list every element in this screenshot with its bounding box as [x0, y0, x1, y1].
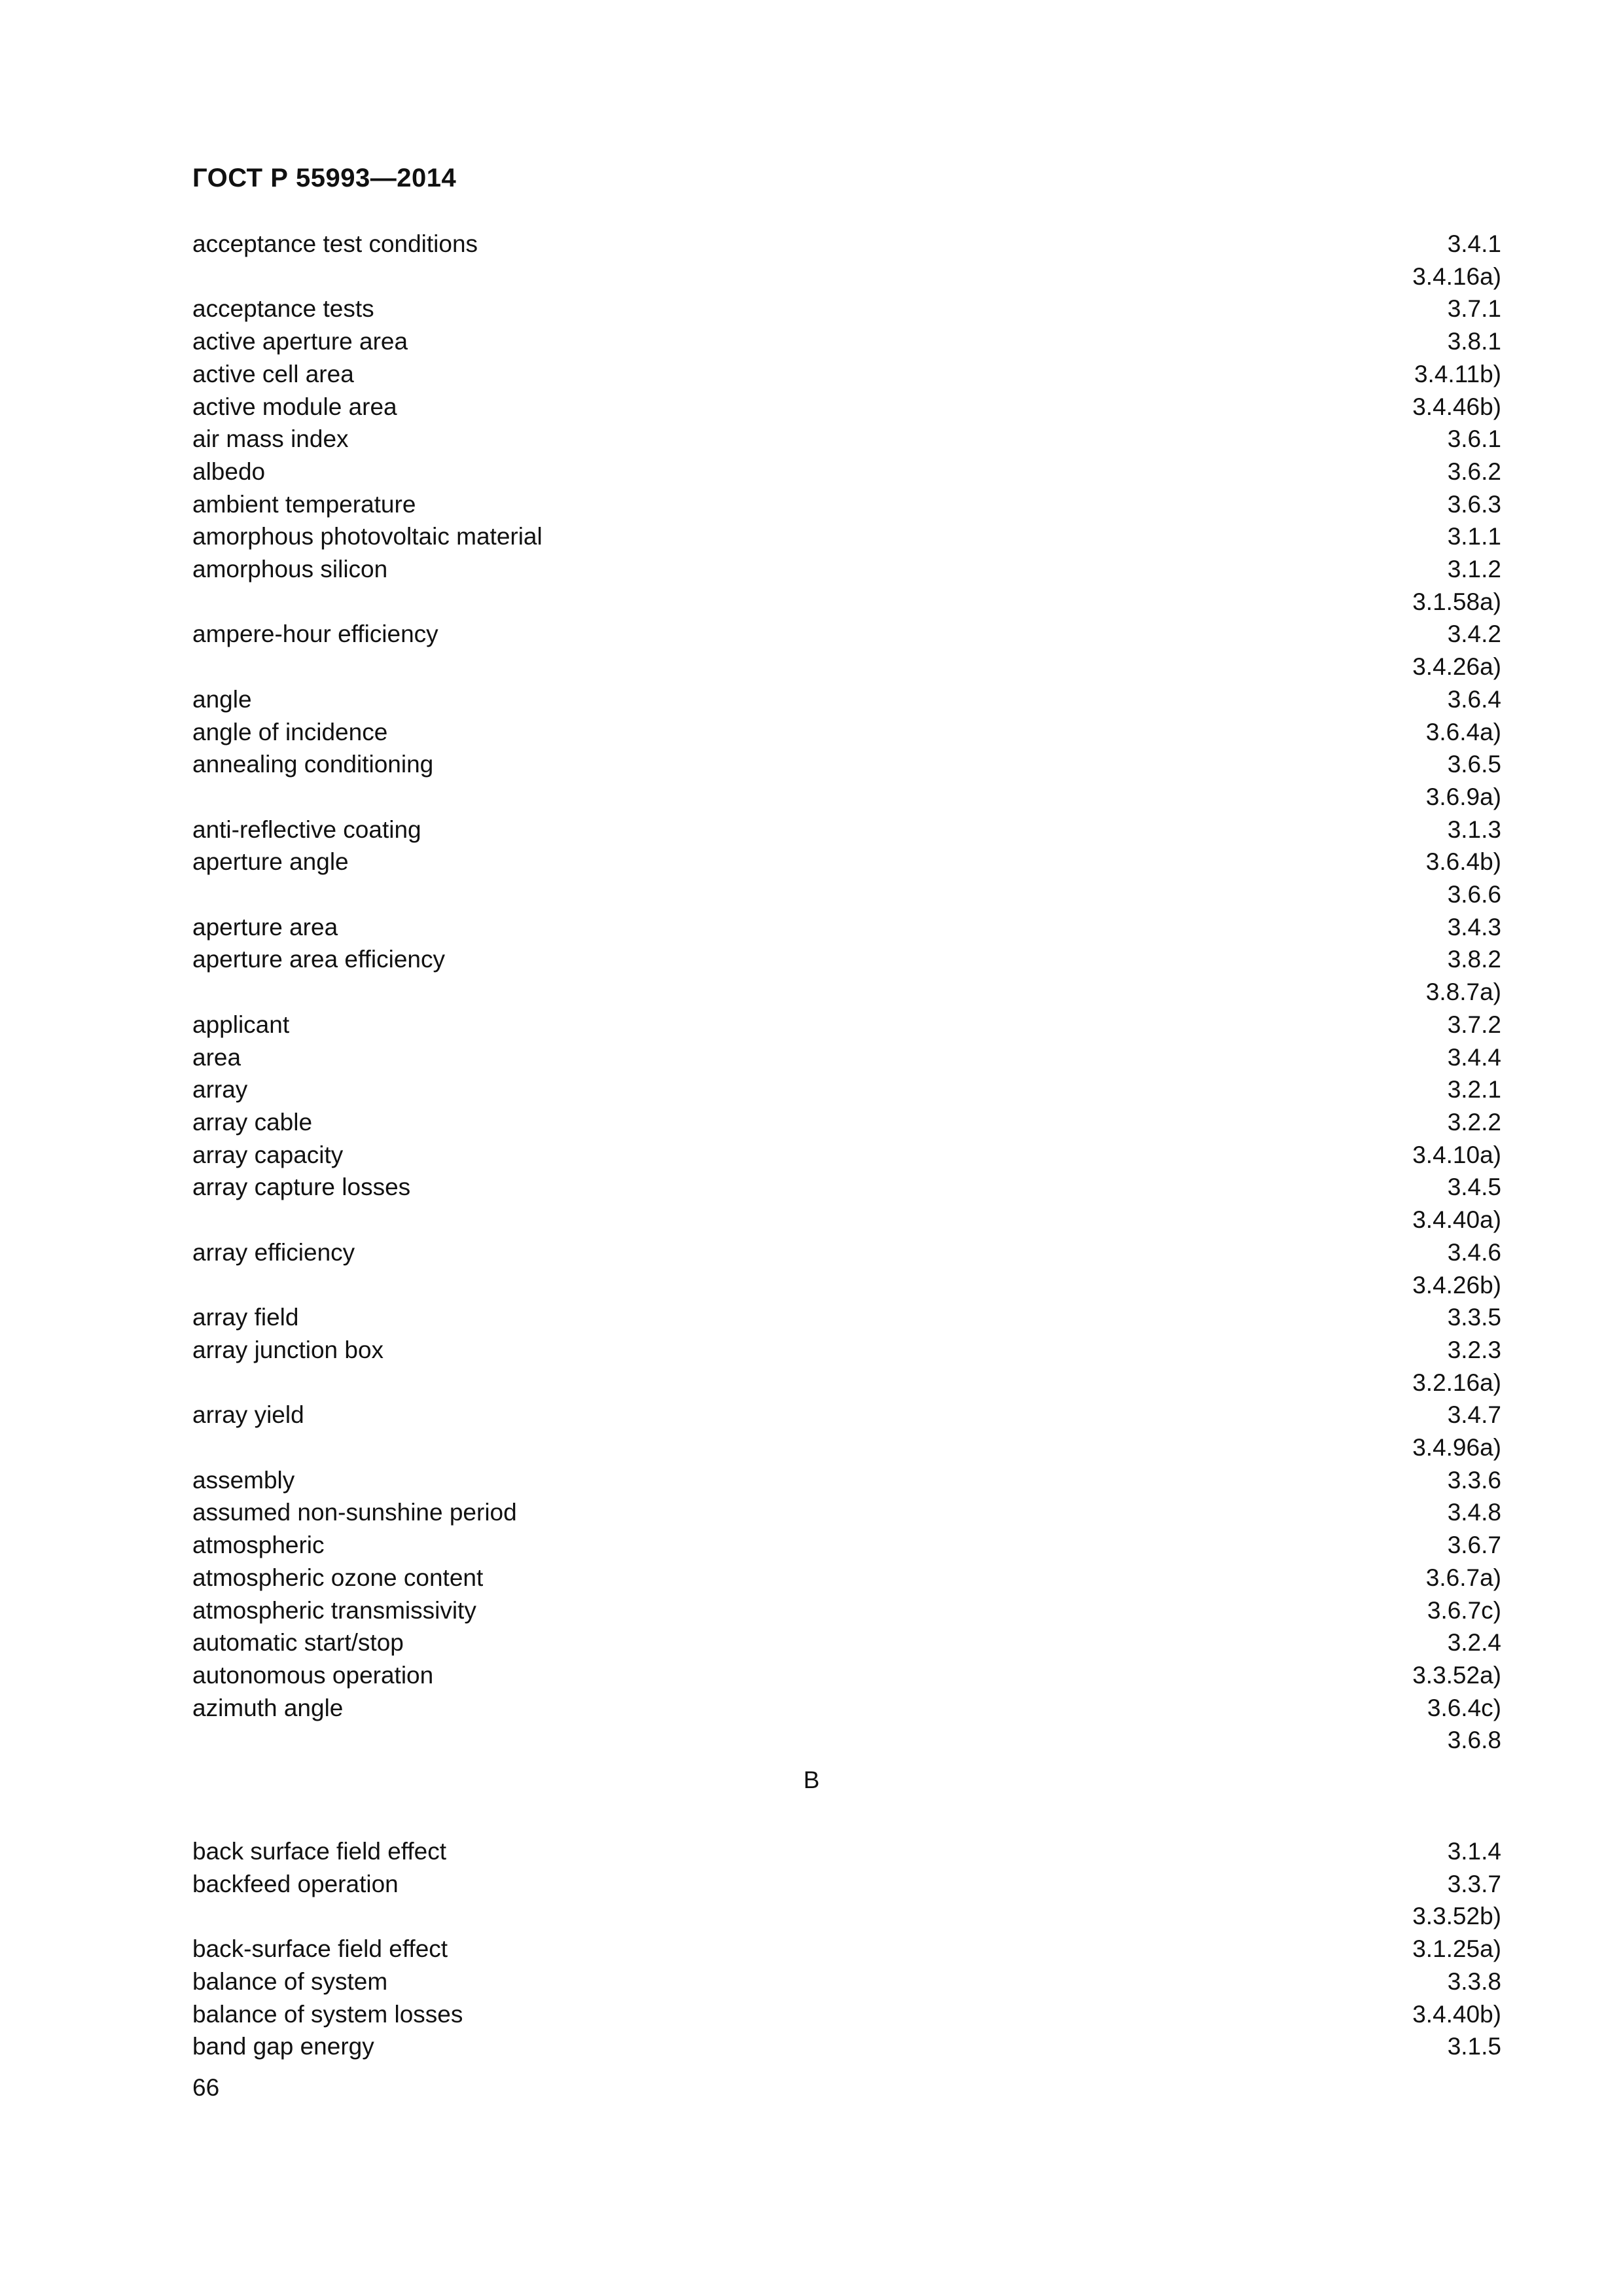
index-term: array cable	[192, 1108, 313, 1136]
index-entry	[192, 1009, 1501, 1041]
index-term: array efficiency	[192, 1238, 355, 1266]
index-refs	[1448, 1106, 1501, 1139]
index-ref: 3.4.26b)	[1412, 1271, 1501, 1299]
index-term: acceptance test conditions	[192, 230, 478, 257]
index-ref: 3.4.16a)	[1412, 262, 1501, 290]
index-ref: 3.3.6	[1447, 1466, 1501, 1494]
index-refs	[1448, 1965, 1501, 1998]
index-entry	[192, 325, 1501, 358]
index-ref: 3.6.1	[1447, 425, 1501, 453]
index-entry	[192, 520, 1501, 553]
index-entry	[192, 683, 1501, 716]
index-ref: 3.3.52b)	[1412, 1903, 1501, 1930]
index-entry	[192, 1562, 1501, 1594]
index-ref: 3.6.4c)	[1427, 1694, 1501, 1721]
index-refs	[1448, 814, 1501, 846]
index-entry	[192, 293, 1501, 325]
index-refs	[1448, 423, 1501, 456]
index-term: array yield	[192, 1401, 304, 1429]
index-ref: 3.4.1	[1447, 230, 1501, 257]
index-entry	[192, 846, 1501, 910]
index-refs	[1412, 618, 1501, 683]
index-ref: 3.3.7	[1447, 1870, 1501, 1897]
index-ref: 3.4.8	[1447, 1499, 1501, 1526]
index-ref: 3.4.10a)	[1412, 1141, 1501, 1168]
index-entry	[192, 1496, 1501, 1529]
index-refs	[1448, 1041, 1501, 1074]
index-entry	[192, 488, 1501, 521]
index-refs	[1412, 228, 1501, 293]
index-ref: 3.4.4	[1447, 1043, 1501, 1071]
index-refs	[1448, 1009, 1501, 1041]
index-refs	[1448, 293, 1501, 325]
index-ref: 3.3.52a)	[1412, 1661, 1501, 1689]
index-entry	[192, 1106, 1501, 1139]
index-term: autonomous operation	[192, 1661, 434, 1689]
index-term: aperture area	[192, 913, 338, 941]
index-term: ambient temperature	[192, 490, 416, 518]
index-refs	[1448, 1464, 1501, 1497]
index-term: acceptance tests	[192, 295, 374, 323]
index-ref: 3.6.4b)	[1425, 848, 1501, 876]
index-entry	[192, 423, 1501, 456]
index-ref: 3.1.4	[1447, 1838, 1501, 1865]
index-ref: 3.4.6	[1447, 1238, 1501, 1266]
index-term: annealing conditioning	[192, 751, 434, 778]
index-entry	[192, 1965, 1501, 1998]
index-refs	[1448, 325, 1501, 358]
index-ref: 3.6.6	[1447, 881, 1501, 908]
index-entry	[192, 1399, 1501, 1463]
index-ref: 3.7.2	[1447, 1011, 1501, 1038]
index-term: back surface field effect	[192, 1838, 447, 1865]
index-term: atmospheric ozone content	[192, 1564, 484, 1591]
index-entry	[192, 716, 1501, 749]
index-refs	[1448, 1529, 1501, 1562]
index-entry	[192, 1171, 1501, 1236]
index-term: array capture losses	[192, 1174, 411, 1201]
index-term: atmospheric	[192, 1532, 325, 1559]
index-entry	[192, 1626, 1501, 1659]
index-term: balance of system losses	[192, 2000, 463, 2028]
index-entry	[192, 358, 1501, 391]
index-ref: 3.2.2	[1447, 1108, 1501, 1136]
index-refs	[1448, 456, 1501, 488]
index-entry	[192, 1073, 1501, 1106]
index-refs	[1412, 1334, 1501, 1399]
index-term: applicant	[192, 1011, 290, 1038]
index-ref: 3.8.2	[1447, 946, 1501, 973]
index-ref: 3.8.7a)	[1425, 978, 1501, 1006]
index-term: automatic start/stop	[192, 1629, 404, 1657]
index-ref: 3.4.26a)	[1412, 653, 1501, 681]
index-refs	[1412, 1171, 1501, 1236]
index-ref: 3.1.58a)	[1412, 588, 1501, 615]
index-entry	[192, 1998, 1501, 2031]
index-refs	[1412, 1399, 1501, 1463]
index-refs	[1426, 846, 1501, 910]
index-section-a	[192, 228, 1501, 1757]
index-refs	[1412, 1659, 1501, 1692]
index-refs	[1448, 683, 1501, 716]
index-term: array	[192, 1076, 248, 1103]
index-term: anti-reflective coating	[192, 816, 421, 843]
index-ref: 3.1.5	[1447, 2033, 1501, 2060]
index-section-b	[192, 1835, 1501, 2063]
index-ref: 3.2.1	[1447, 1076, 1501, 1103]
index-entry	[192, 553, 1501, 618]
index-refs	[1448, 1835, 1501, 1868]
index-entry	[192, 456, 1501, 488]
index-term: backfeed operation	[192, 1870, 399, 1897]
index-term: back-surface field effect	[192, 1935, 448, 1963]
index-term: array capacity	[192, 1141, 344, 1168]
section-letter-b: B	[803, 1767, 820, 1793]
index-term: assumed non-sunshine period	[192, 1499, 517, 1526]
index-refs	[1426, 748, 1501, 813]
index-refs	[1426, 1562, 1501, 1594]
index-term: azimuth angle	[192, 1694, 344, 1721]
index-ref: 3.6.4a)	[1425, 718, 1501, 745]
index-refs	[1412, 1998, 1501, 2031]
index-entry	[192, 391, 1501, 423]
index-ref: 3.6.5	[1447, 751, 1501, 778]
index-ref: 3.4.7	[1447, 1401, 1501, 1429]
index-term: balance of system	[192, 1967, 388, 1995]
index-entry	[192, 1933, 1501, 1965]
index-entry	[192, 814, 1501, 846]
index-entry	[192, 1334, 1501, 1399]
index-ref: 3.1.3	[1447, 816, 1501, 843]
index-entry	[192, 1529, 1501, 1562]
index-term: active aperture area	[192, 328, 408, 355]
index-refs	[1448, 488, 1501, 521]
index-refs	[1448, 1301, 1501, 1334]
index-ref: 3.1.25a)	[1412, 1935, 1501, 1963]
index-term: ampere-hour efficiency	[192, 620, 438, 648]
index-entry	[192, 1692, 1501, 1757]
index-term: angle	[192, 685, 252, 713]
index-term: amorphous silicon	[192, 556, 388, 583]
index-ref: 3.1.1	[1447, 523, 1501, 550]
index-ref: 3.2.3	[1447, 1336, 1501, 1363]
index-ref: 3.4.40b)	[1412, 2000, 1501, 2028]
index-ref: 3.2.16a)	[1412, 1369, 1501, 1396]
index-ref: 3.6.7	[1447, 1532, 1501, 1559]
document-header: ГОСТ Р 55993—2014	[192, 164, 457, 192]
index-entry	[192, 1301, 1501, 1334]
index-ref: 3.6.2	[1447, 457, 1501, 485]
index-term: array junction box	[192, 1336, 384, 1363]
index-term: assembly	[192, 1466, 295, 1494]
index-entry	[192, 228, 1501, 293]
index-ref: 3.6.9a)	[1425, 783, 1501, 810]
index-entry	[192, 1139, 1501, 1172]
index-ref: 3.4.11b)	[1414, 360, 1501, 387]
index-entry	[192, 1594, 1501, 1627]
index-refs	[1414, 358, 1501, 391]
index-refs	[1426, 716, 1501, 749]
index-entry	[192, 748, 1501, 813]
index-ref: 3.3.8	[1447, 1967, 1501, 1995]
index-refs	[1448, 2030, 1501, 2063]
index-entry	[192, 618, 1501, 683]
index-entry	[192, 1659, 1501, 1692]
index-entry	[192, 1464, 1501, 1497]
index-ref: 3.7.1	[1447, 295, 1501, 323]
index-ref: 3.4.2	[1447, 620, 1501, 648]
index-term: amorphous photovoltaic material	[192, 523, 543, 550]
index-ref: 3.2.4	[1447, 1629, 1501, 1657]
index-entry	[192, 943, 1501, 1008]
index-entry	[192, 1868, 1501, 1933]
index-refs	[1448, 520, 1501, 553]
index-term: air mass index	[192, 425, 349, 453]
index-refs	[1448, 1496, 1501, 1529]
index-ref: 3.1.2	[1447, 556, 1501, 583]
index-term: band gap energy	[192, 2033, 374, 2060]
index-ref: 3.3.5	[1447, 1304, 1501, 1331]
index-term: atmospheric transmissivity	[192, 1596, 476, 1624]
index-refs	[1448, 1073, 1501, 1106]
index-ref: 3.8.1	[1447, 328, 1501, 355]
index-term: aperture area efficiency	[192, 946, 445, 973]
index-term: active module area	[192, 393, 397, 420]
index-ref: 3.6.3	[1447, 490, 1501, 518]
index-term: angle of incidence	[192, 718, 388, 745]
index-term: array field	[192, 1304, 299, 1331]
index-entry	[192, 2030, 1501, 2063]
index-term: albedo	[192, 457, 266, 485]
index-entry	[192, 1236, 1501, 1301]
index-ref: 3.4.46b)	[1412, 393, 1501, 420]
index-refs	[1448, 1626, 1501, 1659]
index-term: area	[192, 1043, 241, 1071]
index-ref: 3.6.7a)	[1425, 1564, 1501, 1591]
index-ref: 3.6.7c)	[1427, 1596, 1501, 1624]
index-refs	[1427, 1692, 1501, 1757]
index-refs	[1448, 911, 1501, 944]
index-ref: 3.4.40a)	[1412, 1206, 1501, 1234]
index-entry	[192, 1041, 1501, 1074]
index-refs	[1412, 391, 1501, 423]
index-ref: 3.4.3	[1447, 913, 1501, 941]
index-ref: 3.6.8	[1447, 1727, 1501, 1754]
index-entry	[192, 911, 1501, 944]
index-refs	[1412, 1236, 1501, 1301]
index-ref: 3.6.4	[1447, 685, 1501, 713]
index-ref: 3.4.96a)	[1412, 1434, 1501, 1462]
index-term: aperture angle	[192, 848, 349, 876]
index-refs	[1412, 1139, 1501, 1172]
page-number: 66	[192, 2074, 220, 2101]
index-refs	[1412, 553, 1501, 618]
index-refs	[1426, 943, 1501, 1008]
index-refs	[1412, 1933, 1501, 1965]
index-term: active cell area	[192, 360, 354, 387]
index-ref: 3.4.5	[1447, 1174, 1501, 1201]
index-refs	[1427, 1594, 1501, 1627]
index-entry	[192, 1835, 1501, 1868]
index-refs	[1412, 1868, 1501, 1933]
